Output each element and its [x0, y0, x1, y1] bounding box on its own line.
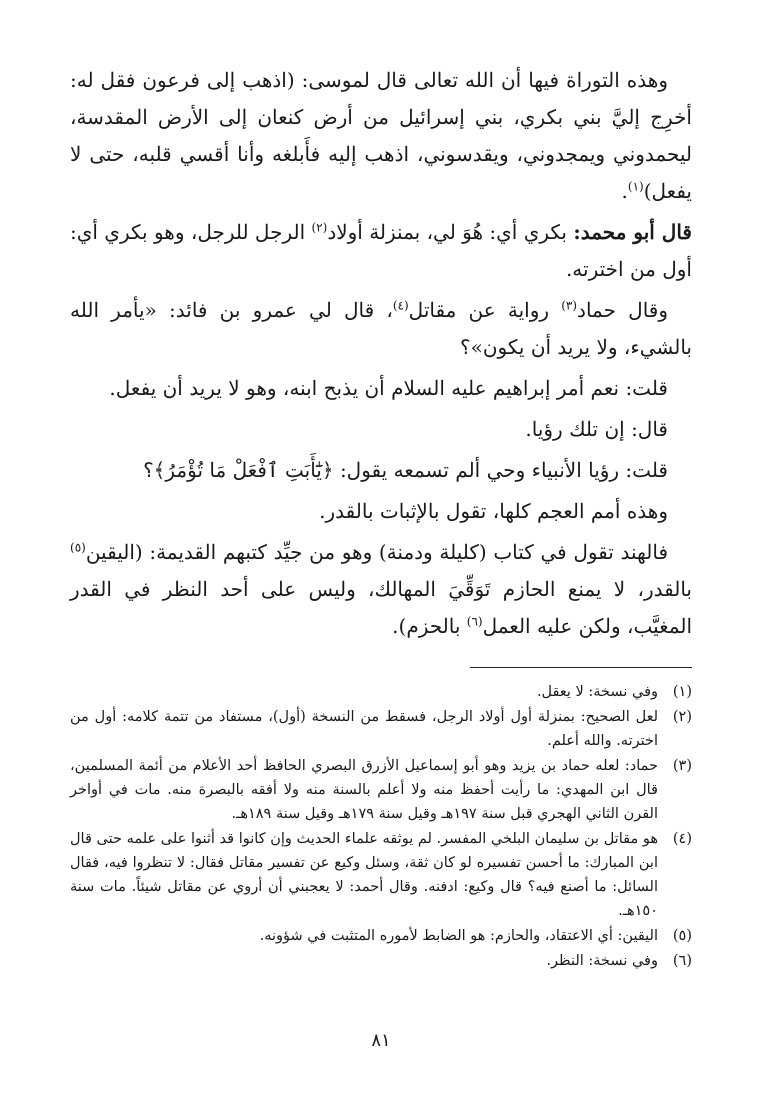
- footnote-text: وفي نسخة: لا يعقل.: [536, 684, 658, 700]
- footnote-ref-5[interactable]: (٥): [70, 540, 86, 555]
- paragraph-india: فالهند تقول في كتاب (كليلة ودمنة) وهو من جيِّد كتبهم القديمة: (اليقين$^{(٥)}$ بالقدر، لا يمنع الحازم تَوَقِّيَ المهالك، وليس على أحد النظر في القدر المغيَّب، ولكن عليه العمل$^{(٦)}$ بالحزم).: [70, 540, 692, 638]
- footnote-divider: [470, 667, 692, 668]
- page-number: ٨١: [371, 1030, 391, 1051]
- paragraph-abu-muhammad: قال أبو محمد: بكري أي: هُوَ لي، بمنزلة أولاد$^{(٢)}$ الرجل للرجل، وهو بكري أي: أول من اخترته.: [70, 220, 692, 281]
- footnote-number: (٥): [672, 928, 692, 944]
- footnote-item: [70, 949, 692, 973]
- footnote-text: هو مقاتل بن سليمان البلخي المفسر. لم يوثقه علماء الحديث وإن كانوا قد أثنوا على علمه حتى قال ابن المبارك: ما أحسن تفسيره لو كان ثقة، وسئل وكيع عن تفسير مقاتل فقال: لا تنظروا فيه، فقال السائل: ما أصنع فيه؟ قال وكيع: ادفنه. وقال أحمد: لا يعجبني أن أروي عن مقاتل شيئاً. مات سنة ١٥٠هـ.: [70, 831, 658, 919]
- footnote-ref-2[interactable]: (٢): [311, 220, 328, 235]
- footnote-ref-4[interactable]: (٤): [392, 298, 409, 313]
- footnote-item: [70, 680, 692, 704]
- footnote-number: (١): [672, 684, 692, 700]
- footnote-number: (٤): [672, 831, 692, 847]
- speaker-label: قال أبو محمد:: [573, 220, 692, 244]
- dialog-line-1: قلت: نعم أمر إبراهيم عليه السلام أن يذبح ابنه، وهو لا يريد أن يفعل.: [109, 376, 668, 400]
- footnote-ref-1[interactable]: (١): [627, 179, 644, 194]
- dialog-line-3: قلت: رؤيا الأنبياء وحي ألم تسمعه يقول: ﴿يَٰٓأَبَتِ ٱفْعَلْ مَا تُؤْمَرُ﴾؟: [143, 458, 668, 482]
- footnote-item: [70, 705, 692, 753]
- main-text: [70, 62, 692, 645]
- footnote-text: وفي نسخة: النظر.: [546, 953, 658, 969]
- footnote-text: اليقين: أي الاعتقاد، والحازم: هو الضابط لأموره المتثبت في شؤونه.: [259, 928, 658, 944]
- footnote-item: [70, 827, 692, 923]
- footnote-number: (٢): [672, 709, 692, 725]
- footnote-number: (٣): [672, 758, 692, 774]
- dialog-line-2: قال: إن تلك رؤيا.: [525, 417, 668, 441]
- footnote-item: [70, 754, 692, 826]
- footnote-ref-6[interactable]: (٦): [466, 614, 483, 629]
- footnote-text: لعل الصحيح: بمنزلة أول أولاد الرجل، فسقط من النسخة (أول)، مستفاد من تتمة كلامه: أول من اخترته. والله أعلم.: [70, 709, 658, 749]
- footnote-text: حماد: لعله حماد بن يزيد وهو أبو إسماعيل الأزرق البصري الحافظ أحد الأعلام من أئمة المسلمين، قال ابن المهدي: ما رأيت أحفظ منه ولا أعلم بالسنة منه ولا أفقه بالبصرة منه. مات في أواخر القرن الثاني الهجري قبل سنة ١٩٧هـ وقيل سنة ١٧٩هـ وقيل سنة ١٨٩هـ.: [70, 758, 658, 822]
- footnotes: [70, 680, 692, 973]
- book-page: [70, 62, 692, 1062]
- footnote-item: [70, 924, 692, 948]
- paragraph-torah: وهذه التوراة فيها أن الله تعالى قال لموسى: (اذهب إلى فرعون فقل له: أخرِج إليَّ بني بكري، بني إسرائيل من أرض كنعان إلى الأرض المقدسة، ليحمدوني ويمجدوني، ويقدسوني، اذهب إليه فأَبلغه وأنا أقسي قلبه، حتى لا يفعل)$^{(١)}$.: [70, 68, 692, 203]
- footnote-number: (٦): [672, 953, 692, 969]
- dialog-line-4: وهذه أمم العجم كلها، تقول بالإثبات بالقدر.: [319, 499, 668, 523]
- paragraph-hammad: وقال حماد$^{(٣)}$ رواية عن مقاتل$^{(٤)}$، قال لي عمرو بن فائد: «يأمر الله بالشيء، ولا يريد أن يكون»؟: [70, 298, 692, 359]
- footnote-ref-3[interactable]: (٣): [561, 298, 578, 313]
